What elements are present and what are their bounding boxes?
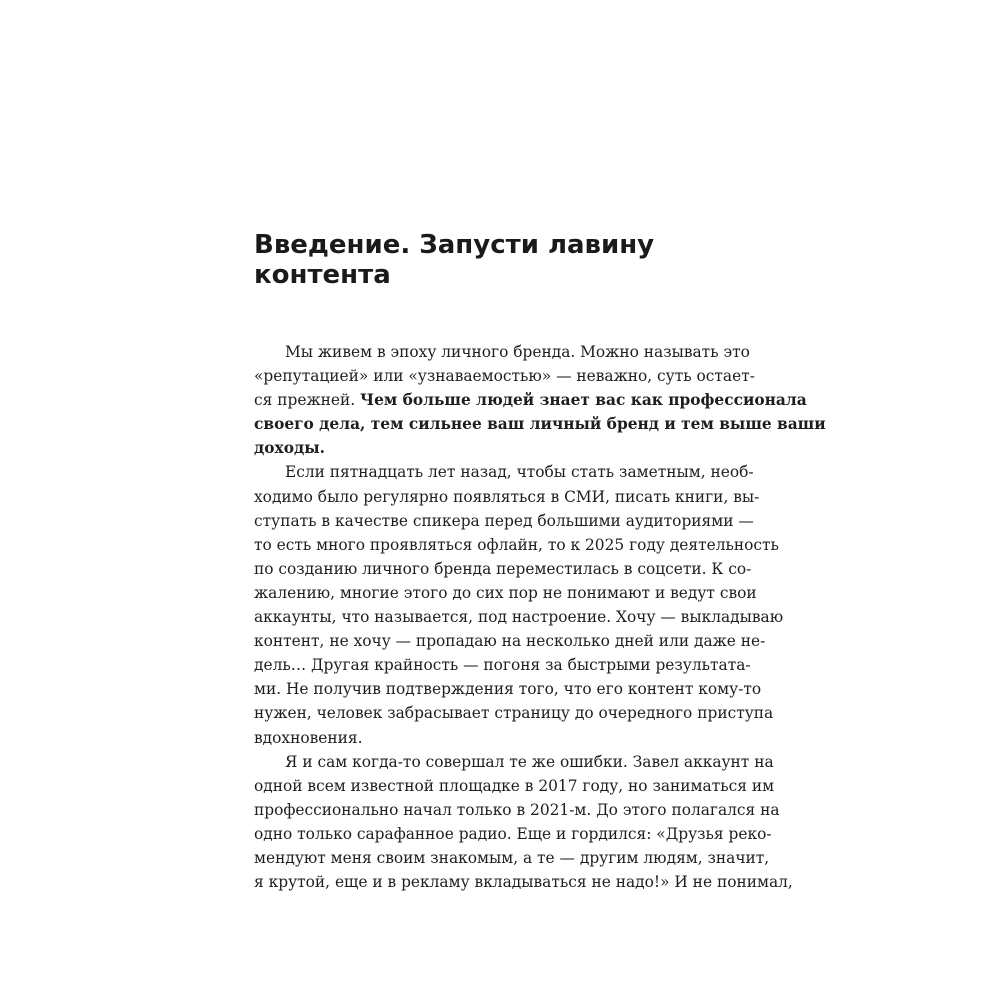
body-text bbox=[254, 340, 826, 894]
bold-text: своего дела, тем сильнее ваш личный бренд и тем выше ваши bbox=[254, 415, 826, 434]
text-line bbox=[254, 605, 784, 629]
text-run: аккаунты, что называется, под настроение. Хочу — выкладываю bbox=[254, 608, 784, 627]
text-line bbox=[254, 485, 760, 509]
text-run: то есть много проявляться офлайн, то к 2025 году деятельность bbox=[254, 535, 779, 554]
text-run: Мы живем в эпоху личного бренда. Можно называть это bbox=[285, 343, 750, 361]
text-line bbox=[254, 557, 752, 581]
bold-text: Чем больше людей знает вас как профессионала bbox=[360, 391, 807, 410]
text-line bbox=[254, 750, 774, 774]
text-run: по созданию личного бренда переместилась в соцсети. К со- bbox=[254, 559, 752, 578]
text-line bbox=[254, 677, 762, 701]
text-line bbox=[254, 364, 755, 388]
text-line bbox=[254, 653, 751, 677]
text-line bbox=[254, 533, 779, 557]
text-line bbox=[254, 460, 754, 484]
text-run: вдохновения. bbox=[254, 728, 363, 747]
text-line bbox=[254, 846, 770, 870]
chapter-title bbox=[254, 230, 754, 290]
text-line bbox=[254, 629, 766, 653]
bold-text: доходы. bbox=[254, 439, 326, 458]
text-run: нужен, человек забрасывает страницу до очередного приступа bbox=[254, 704, 774, 723]
text-line bbox=[254, 509, 754, 533]
text-run: мендуют меня своим знакомым, а те — другим людям, значит, bbox=[254, 848, 770, 867]
text-line bbox=[254, 340, 750, 364]
text-run: дель… Другая крайность — погоня за быстрыми результата- bbox=[254, 656, 751, 675]
text-run: Я и сам когда-то совершал те же ошибки. Завел аккаунт на bbox=[285, 752, 774, 771]
text-run: ходимо было регулярно появляться в СМИ, писать книги, вы- bbox=[254, 487, 760, 506]
text-line bbox=[254, 581, 757, 605]
text-line bbox=[254, 388, 807, 412]
chapter-title-line: контента bbox=[254, 260, 391, 290]
text-line bbox=[254, 822, 772, 846]
text-line bbox=[254, 701, 774, 725]
text-run: одной всем известной площадке в 2017 году, но заниматься им bbox=[254, 776, 775, 795]
text-run: контент, не хочу — пропадаю на несколько дней или даже не- bbox=[254, 632, 766, 651]
text-run: ся прежней. bbox=[254, 391, 361, 410]
text-run: одно только сарафанное радио. Еще и гордился: «Друзья реко- bbox=[254, 824, 772, 843]
text-line bbox=[254, 774, 775, 798]
text-run: профессионально начал только в 2021-м. До этого полагался на bbox=[254, 800, 780, 819]
text-run: Если пятнадцать лет назад, чтобы стать заметным, необ- bbox=[285, 463, 754, 482]
text-line bbox=[254, 798, 780, 822]
text-run: я крутой, еще и в рекламу вкладываться не надо!» И не понимал, bbox=[254, 873, 793, 892]
text-line bbox=[254, 436, 740, 460]
text-line bbox=[254, 412, 826, 436]
text-run: ступать в качестве спикера перед большими аудиториями — bbox=[254, 511, 754, 530]
text-run: ми. Не получив подтверждения того, что его контент кому-то bbox=[254, 680, 762, 699]
text-run: «репутацией» или «узнаваемостью» — неважно, суть остает- bbox=[254, 367, 755, 386]
text-run: жалению, многие этого до сих пор не понимают и ведут свои bbox=[254, 583, 757, 602]
chapter-title-line: Введение. Запусти лавину bbox=[254, 230, 655, 260]
text-line bbox=[254, 726, 740, 750]
text-line bbox=[254, 870, 793, 894]
